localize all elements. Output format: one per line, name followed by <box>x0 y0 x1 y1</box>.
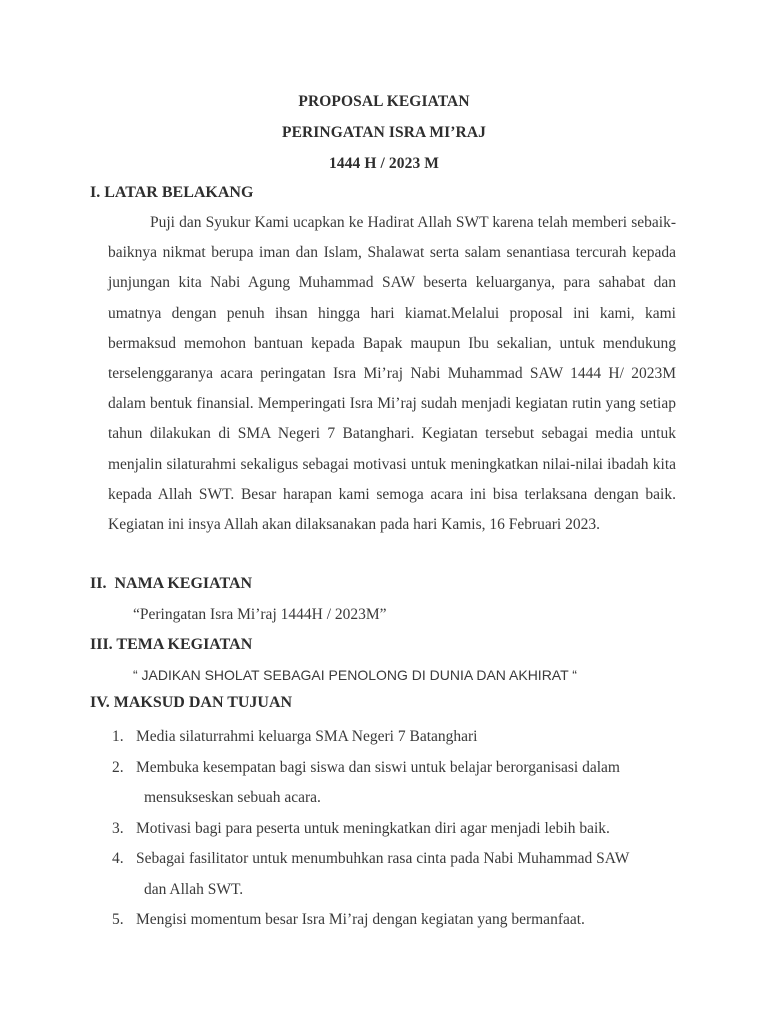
list-item <box>112 753 692 814</box>
list-item-continuation: dan Allah SWT. <box>144 880 244 898</box>
list-item-line: Sebagai fasilitator untuk menumbuhkan rasa cinta pada Nabi Muhammad SAW <box>136 850 630 867</box>
list-item-text <box>136 753 692 814</box>
list-item-number: 4. <box>112 850 124 867</box>
list-item-text <box>136 905 692 936</box>
event-title: PERINGATAN ISRA MI’RAJ <box>282 124 486 141</box>
tema-kegiatan-value: “ JADIKAN SHOLAT SEBAGAI PENOLONG DI DUNIA DAN AKHIRAT “ <box>133 667 577 683</box>
list-item-number: 5. <box>112 911 124 928</box>
list-item-text <box>136 844 692 905</box>
nama-kegiatan-value: “Peringatan Isra Mi’raj 1444H / 2023M” <box>133 606 387 623</box>
section-heading-maksud-tujuan: IV. MAKSUD DAN TUJUAN <box>90 694 293 711</box>
maksud-tujuan-list <box>112 722 692 936</box>
list-item <box>112 814 692 845</box>
list-item-line: Membuka kesempatan bagi siswa dan siswi untuk belajar berorganisasi dalam <box>136 758 620 776</box>
list-item <box>112 905 692 936</box>
list-item-continuation: mensukseskan sebuah acara. <box>144 789 321 806</box>
proposal-title: PROPOSAL KEGIATAN <box>298 93 470 110</box>
latar-belakang-text: Puji dan Syukur Kami ucapkan ke Hadirat Allah SWT karena telah memberi sebaik-baiknya nikmat berupa iman dan Islam, Shalawat serta salam senantiasa tercurah kepada junjungan kita Nabi Agung Muhammad SAW beserta keluarganya, para sahabat dan umatnya dengan penuh ihsan hingga hari kiamat.Melalui proposal ini kami, kami bermaksud memohon bantuan kepada Bapak maupun Ibu sekalian, untuk mendukung terselenggaranya acara peringatan Isra Mi’raj Nabi Muhammad SAW 1444 H/ 2023M dalam bentuk finansial. Memperingati Isra Mi’raj sudah menjadi kegiatan rutin yang setiap tahun dilakukan di SMA Negeri 7 Batanghari. Kegiatan tersebut sebagai media untuk menjalin silaturahmi sekaligus sebagai motivasi untuk meningkatkan nilai-nilai ibadah kita kepada Allah SWT. Besar harapan kami semoga acara ini bisa terlaksana dengan baik. Kegiatan ini insya Allah akan dilaksanakan pada hari Kamis, 16 Februari 2023. <box>108 214 676 534</box>
section-heading-nama-kegiatan: II. NAMA KEGIATAN <box>90 575 253 592</box>
event-year: 1444 H / 2023 M <box>329 155 439 172</box>
list-item-number: 2. <box>112 758 124 776</box>
list-item <box>112 844 692 905</box>
list-item-text <box>136 722 692 753</box>
section-heading-tema-kegiatan: III. TEMA KEGIATAN <box>90 636 253 653</box>
list-item-line: Media silaturrahmi keluarga SMA Negeri 7 Batanghari <box>136 728 478 745</box>
list-item-line: Mengisi momentum besar Isra Mi’raj dengan kegiatan yang bermanfaat. <box>136 911 585 928</box>
list-item-text <box>136 814 692 845</box>
list-item-line: Motivasi bagi para peserta untuk meningkatkan diri agar menjadi lebih baik. <box>136 819 610 837</box>
list-item <box>112 722 692 753</box>
section-heading-latar-belakang: I. LATAR BELAKANG <box>90 184 254 201</box>
list-item-number: 1. <box>112 728 124 745</box>
list-item-number: 3. <box>112 819 124 837</box>
latar-belakang-paragraph <box>108 208 676 540</box>
